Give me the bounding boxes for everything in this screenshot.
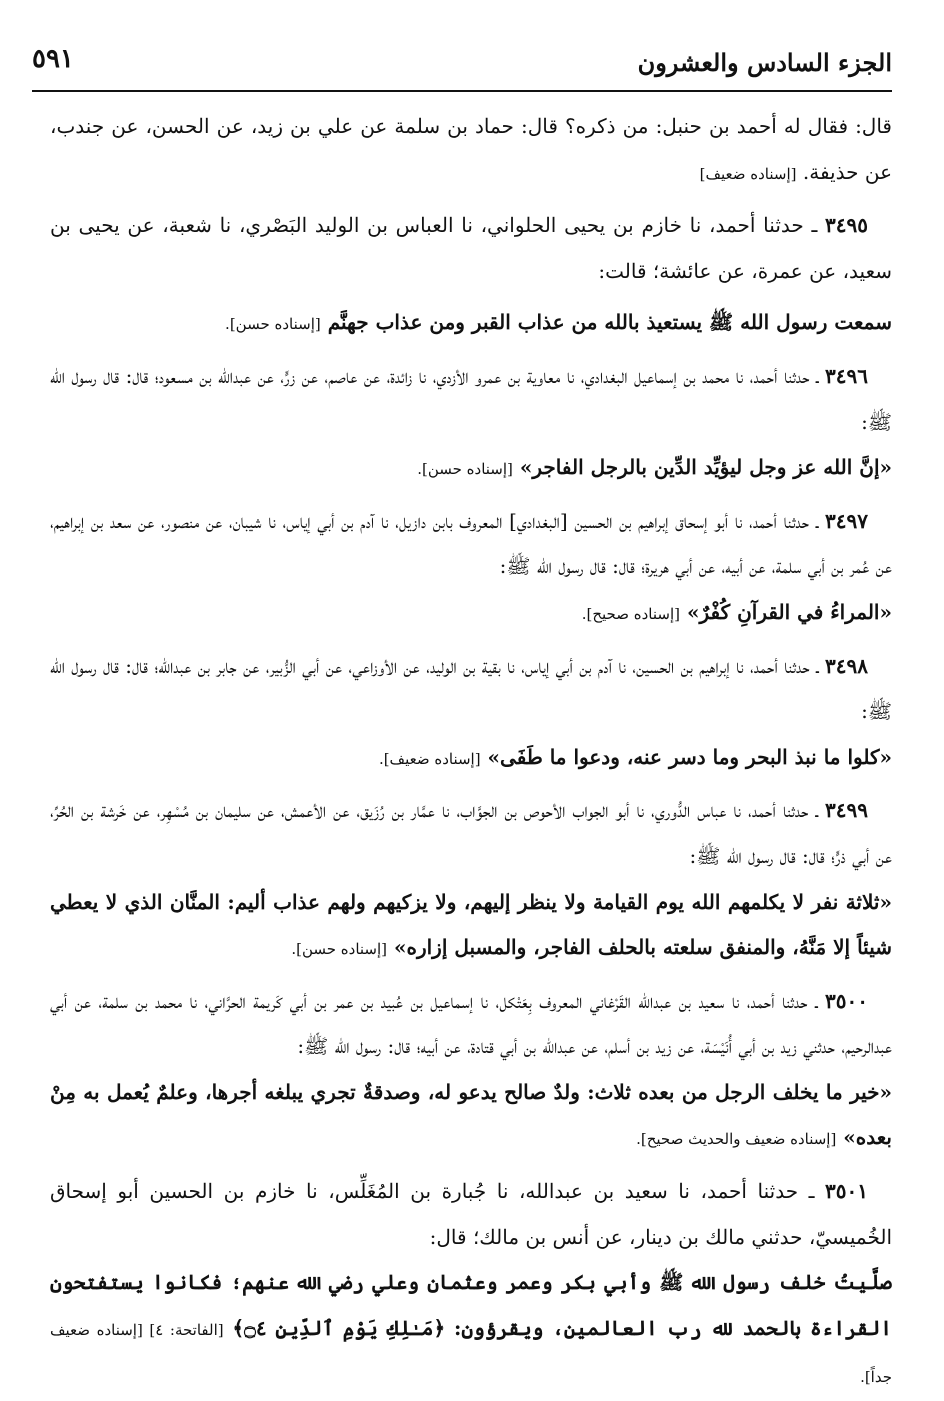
hadith-matn xyxy=(50,735,892,783)
hadith-3496 xyxy=(50,354,892,445)
hadith-isnad: ـ حدثنا أحمد، نا خازم بن يحيى الحلواني، نا العباس بن الوليد البَصْري، نا شعبة، عن يحيى بن سعيد، عن عمرة، عن عائشة؛ قالت: xyxy=(50,213,892,283)
page-number: ٥٩١ xyxy=(32,44,74,74)
isnad-grade: [إسناده ضعيف] xyxy=(699,164,797,183)
matn-text: «ثلاثة نفر لا يكلمهم الله يوم القيامة ولا ينظر إليهم، ولا يزكيهم ولهم عذاب أليم: المنَّان الذي لا يعطي شيئاً إلا مَنَّهُ، والمنفق سلعته بالحلف الفاجر، والمسبل إزاره» xyxy=(50,889,892,960)
hadith-3497 xyxy=(50,499,892,590)
hadith-number: ٣٤٩٨ xyxy=(825,653,869,678)
hadith-matn xyxy=(50,1070,892,1163)
hadith-isnad: ـ حدثنا أحمد، نا سعيد بن عبدالله القَرْغاني المعروف بِعَتْكل، نا إسماعيل بن عُبيد بن عمر بن أبي كَريمة الحرَّاني، نا محمد بن سلمة، عن أبي عبدالرحيم، حدثني زيد بن أبي أُنَيْسَة، عن زيد بن أسلم، عن عبدالله بن أبي قتادة، عن أبيه؛ قال: رسول الله ﷺ: xyxy=(50,988,892,1059)
hadith-number: ٣٥٠٠ xyxy=(825,988,869,1013)
isnad-grade: [إسناده صحيح]. xyxy=(581,604,680,623)
matn-text: «كلوا ما نبذ البحر وما دسر عنه، ودعوا ما طَفَى» xyxy=(487,744,892,769)
hadith-isnad: ـ حدثنا أحمد، نا إبراهيم بن الحسين، نا آدم بن أبي إياس، نا بقية بن الوليد، عن الأوزاعي، عن أبي الزُّبير، عن جابر بن عبدالله؛ قال: قال رسول الله ﷺ: xyxy=(50,653,892,724)
hadith-3498 xyxy=(50,644,892,735)
paragraph-text xyxy=(50,104,892,197)
hadith-matn xyxy=(50,1260,892,1401)
hadith-isnad: ـ حدثنا أحمد، نا أبو إسحاق إبراهيم بن الحسين [البغدادي] المعروف بابن دازيل، نا آدم بن أبي إياس، نا شيبان، عن منصور، عن سعد بن إبراهيم، عن عُمر بن أبي سلمة، عن أبيه، عن أبي هريرة؛ قال: قال رسول الله ﷺ: xyxy=(50,508,892,579)
matn-text: «المراءُ في القرآنِ كُفْرٌ» xyxy=(686,599,892,624)
paragraph-content: قال: فقال له أحمد بن حنبل: من ذكره؟ قال: حماد بن سلمة عن علي بن زيد، عن الحسن، عن جندب، عن حذيفة. xyxy=(50,114,892,184)
hadith-isnad: ـ حدثنا أحمد، نا سعيد بن عبدالله، نا جُبارة بن المُغَلِّس، نا خازم بن الحسين أبو إسحاق الخُميسيّ، حدثني مالك بن دينار، عن أنس بن مالك؛ قال: xyxy=(50,1179,892,1249)
isnad-grade: [إسناده حسن]. xyxy=(291,940,388,959)
hadith-matn xyxy=(50,880,892,973)
hadith-3500 xyxy=(50,979,892,1070)
hadith-3501 xyxy=(50,1169,892,1260)
hadith-number: ٣٤٩٩ xyxy=(825,798,868,823)
isnad-grade: [إسناده حسن]. xyxy=(417,460,513,479)
page-header xyxy=(32,38,892,92)
isnad-grade: [الفاتحة: ٤] [إسناده ضعيف جداً]. xyxy=(50,1320,892,1387)
hadith-matn xyxy=(50,445,892,493)
hadith-number: ٣٥٠١ xyxy=(825,1179,869,1204)
hadith-matn xyxy=(50,300,892,348)
matn-text: صلَّيتُ خلف رسول الله ﷺ وأبي بكر وعمر وعثمان وعلي رضي الله عنهم؛ فكانوا يستفتحون القراءة بالحمد لله رب العالمين، ويقرؤون: ﴿مَـٰلِكِ يَوْمِ ٱلدِّينِ ۝٤﴾ xyxy=(50,1270,892,1340)
matn-text: سمعت رسول الله ﷺ يستعيذ بالله من عذاب القبر ومن عذاب جهنَّم xyxy=(327,310,892,335)
hadith-isnad: ـ حدثنا أحمد، نا عباس الدُّوري، نا أبو الجواب الأحوص بن الجوَّاب، نا عمَّار بن رُزَيق، عن الأعمش، عن سليمان بن مُسْهِر، عن خَرشة بن الحُرِّ، عن أبي ذرٍّ؛ قال: قال رسول الله ﷺ: xyxy=(50,798,892,868)
hadith-isnad: ـ حدثنا أحمد، نا محمد بن إسماعيل البغدادي، نا معاوية بن عمرو الأزدي، نا زائدة، عن عاصم، عن زرٍّ، عن عبدالله بن مسعود؛ قال: قال رسول الله ﷺ: xyxy=(50,363,892,434)
page-body xyxy=(50,104,892,1387)
isnad-grade: [إسناده ضعيف]. xyxy=(378,749,481,768)
matn-text: «خير ما يخلف الرجل من بعده ثلاث: ولدٌ صالح يدعو له، وصدقةٌ تجري يبلغه أجرها، وعلمٌ يُعمل به مِنْ بعده» xyxy=(50,1079,892,1150)
isnad-grade: [إسناده حسن]. xyxy=(225,315,321,334)
hadith-number: ٣٤٩٧ xyxy=(825,508,868,533)
hadith-number: ٣٤٩٥ xyxy=(825,213,869,238)
isnad-grade: [إسناده ضعيف والحديث صحيح]. xyxy=(636,1130,837,1149)
matn-text: «إنَّ الله عز وجل ليؤيِّد الدِّين بالرجل الفاجر» xyxy=(519,455,892,480)
running-title: الجزء السادس والعشرون xyxy=(637,48,892,77)
hadith-number: ٣٤٩٦ xyxy=(825,363,868,388)
hadith-3495 xyxy=(50,203,892,294)
hadith-matn xyxy=(50,590,892,638)
hadith-3499 xyxy=(50,788,892,879)
